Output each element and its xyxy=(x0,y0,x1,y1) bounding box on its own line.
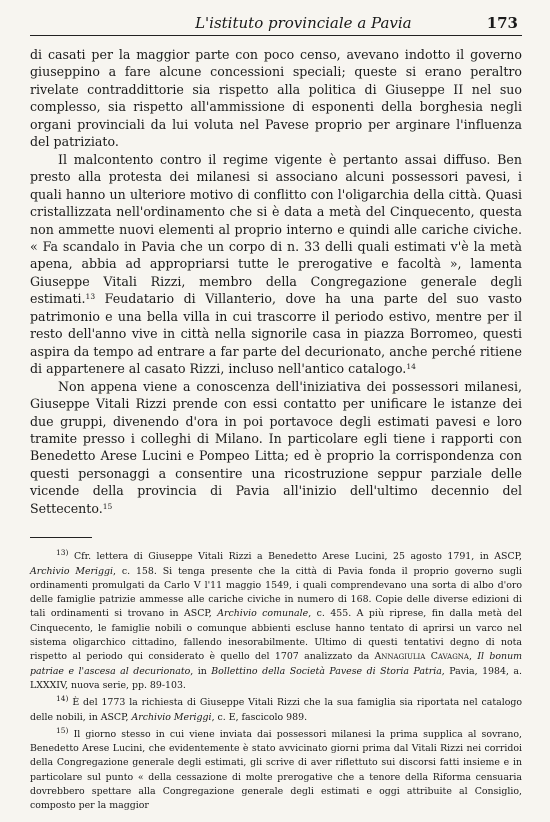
footnote-text: , Pavia, 1984, a. LXXXIV, nuova serie, pp. 89-103. xyxy=(30,665,522,691)
footnote-14 xyxy=(30,696,522,725)
paragraph-text: Il malcontento contro il regime vigente è pertanto assai diffuso. Ben presto alla protesta dei milanesi si associano alcuni possessori pavesi, i quali hanno un ulteriore motivo di conflitto con l'oligarchia della città. Quasi cristallizzata nell'ordinamento che si è data a metà del Cinquecento, questa non ammette nuovi elementi al proprio interno e quindi alle cariche civiche. « Fa scandalo in Pavia che un corpo di n. 33 delli quali estimati v'è la metà apena, abbia ad appropriarsi tutte le prerogative e facoltà », lamenta Giuseppe Vitali Rizzi, membro della Congregazione generale degli estimati. xyxy=(30,151,522,307)
footnote-italic: Archivio Meriggi xyxy=(131,711,212,723)
footnote-text: , c. E, fascicolo 989. xyxy=(211,711,308,723)
paragraph-3 xyxy=(30,378,522,518)
footnote-text: , in xyxy=(190,665,212,677)
footnote-text: , c. 455. A più riprese, fin dalla metà del Cinquecento, le famiglie nobili o comunque abbienti escluse hanno tentato di aprirsi un varco nel sistema oligarchico cittadino, fallendo inesorabilmente. Ultimo di questi tentativi degno di nota rispetto al periodo qui considerato è quello del 1707 analizzato da xyxy=(30,608,522,663)
footnote-number: 15) xyxy=(56,725,69,735)
footnote-ref-15[interactable]: 15 xyxy=(102,501,113,511)
paragraph-text: di casati per la maggior parte con poco censo, avevano indotto il governo giuseppino a fare alcune concessioni speciali; queste si erano peraltro rivelate contraddittorie sia rispetto alla politica di Giuseppe II nel suo complesso, sia rispetto all'ammissione di esponenti della borghesia negli organi provinciali da lui voluta nel Pavese proprio per arginare l'influenza del patriziato. xyxy=(30,47,522,150)
footnote-number: 14) xyxy=(56,694,69,704)
footnote-text: Il giorno stesso in cui viene inviata dai possessori milanesi la prima supplica al sovrano, Benedetto Arese Lucini, che evidentemente è stato avvicinato giorni prima dal Vitali Rizzi nei corridoi della Congregazione generale degli estimati, gli scrive di aver riflettuto sui discorsi fatti insieme e in particolare sul punto « della cessazione di molte prerogative che a tenore della Riforma censuaria dovrebbero spettare alla Congregazione generale degli estimati e oggi attribuite al Consiglio, composto per la maggior xyxy=(30,728,522,812)
footnote-text: , xyxy=(468,651,478,663)
body-text xyxy=(30,46,522,517)
page xyxy=(30,14,522,817)
page-number: 173 xyxy=(486,14,518,32)
paragraph-text: Feudatario di Villanterio, dove ha una parte del suo vasto patrimonio e una bella villa in cui trascorre il periodo estivo, mentre per il resto dell'anno vive in città nella signorile casa in piazza Borromeo, questi aspira da tempo ad entrare a far parte del decurionato, anche perché ritiene di appartenere al casato Rizzi, incluso nell'antico catalogo. xyxy=(30,291,522,377)
footnote-text: , c. 158. Si tenga presente che la città di Pavia fonda il proprio governo sugli ordinamenti promulgati da Carlo V l'11 maggio 1549, i quali comprendevano una sorta di albo d'oro delle famiglie patrizie ammesse alle cariche civiche in numero di 168. Copie delle diverse edizioni di tali ordinamenti si trovano in ASCP, xyxy=(30,565,522,620)
footnote-divider xyxy=(30,537,92,538)
footnote-13 xyxy=(30,550,522,693)
paragraph-2 xyxy=(30,151,522,378)
footnote-author: Annagiulia Cavagna xyxy=(374,651,469,663)
paragraph-1 xyxy=(30,46,522,151)
footnote-ref-14[interactable]: 14 xyxy=(406,362,416,372)
running-title: L'istituto provinciale a Pavia xyxy=(195,14,412,32)
footnote-ref-13[interactable]: 13 xyxy=(85,292,96,302)
footnote-italic: Il bonum patriae e l'ascesa al decurionato xyxy=(30,651,522,677)
footnote-number: 13) xyxy=(56,548,69,558)
footnotes xyxy=(30,550,522,813)
footnote-15 xyxy=(30,725,522,814)
paragraph-text: Non appena viene a conoscenza dell'iniziativa dei possessori milanesi, Giuseppe Vitali Rizzi prende con essi contatto per unificare le istanze dei due gruppi, divenendo d'ora in poi portavoce degli estimati pavesi e loro tramite presso i colleghi di Milano. In particolare egli tiene i rapporti con Benedetto Arese Lucini e Pompeo Litta; ed è proprio la corrispondenza con questi personaggi a consentire una ricostruzione seppur parziale delle vicende della provincia di Pavia all'inizio dell'ultimo decennio del Settecento. xyxy=(30,378,522,516)
footnote-italic: Archivio comunale xyxy=(217,608,309,620)
footnote-italic: Bollettino della Società Pavese di Storia Patria xyxy=(211,665,442,677)
footnote-italic: Archivio Meriggi xyxy=(30,565,113,577)
running-header xyxy=(30,14,522,36)
footnote-text: Cfr. lettera di Giuseppe Vitali Rizzi a Benedetto Arese Lucini, 25 agosto 1791, in ASCP, xyxy=(68,551,522,563)
footnote-text: È del 1773 la richiesta di Giuseppe Vitali Rizzi che la sua famiglia sia riportata nel catalogo delle nobili, in ASCP, xyxy=(30,697,522,723)
